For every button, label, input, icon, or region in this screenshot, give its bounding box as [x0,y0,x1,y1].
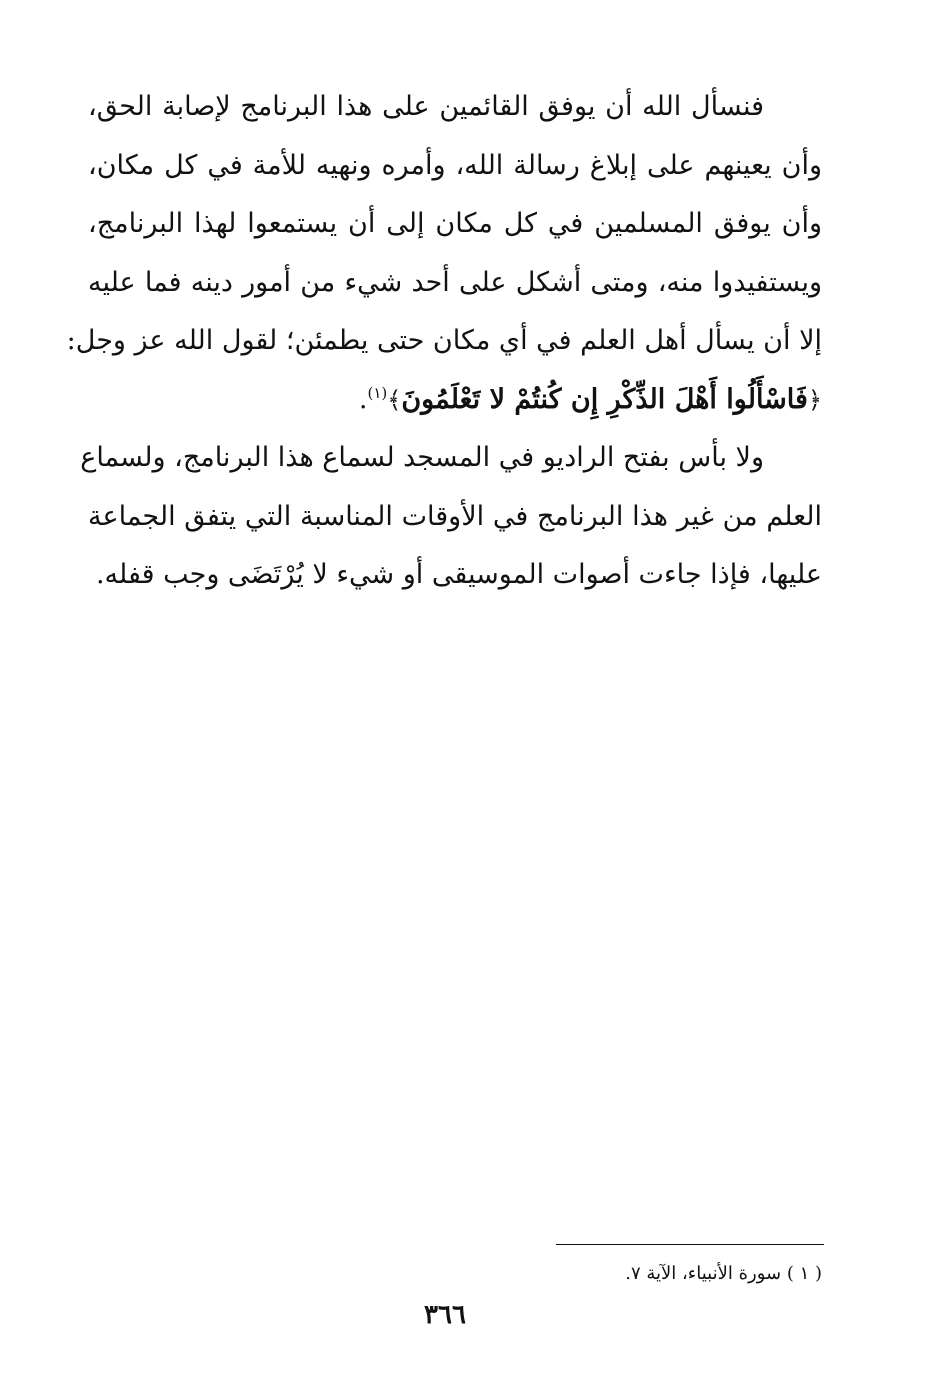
verse-text: فَاسْأَلُوا أَهْلَ الذِّكْرِ إِن كُنتُمْ لا تَعْلَمُونَ [401,383,808,415]
text-line: عليها، فإذا جاءت أصوات الموسيقى أو شيء لا يُرْتَضَى وجب قفله. [95,559,822,590]
text-line: إلا أن يسأل أهل العلم في أي مكان حتى يطمئن؛ لقول الله عز وجل: [66,325,822,356]
text-line: ولا بأس بفتح الراديو في المسجد لسماع هذا البرنامج، ولسماع [80,442,764,473]
verse-end-punctuation: . [358,383,368,415]
paragraph-2 [80,429,822,605]
quran-verse [387,384,822,415]
footnote: ( ١ ) سورة الأنبياء، الآية ٧. [625,1263,822,1284]
text-line: ويستفيدوا منه، ومتى أشكل على أحد شيء من أمور دينه فما عليه [88,266,822,298]
quran-verse-line [88,371,822,430]
body-text [66,78,822,605]
verse-open-bracket: ﴿ [807,385,822,414]
footnote-reference: (١) [367,383,388,402]
footnote-separator [556,1244,824,1245]
page-number: ٣٦٦ [424,1300,466,1330]
verse-close-bracket: ﴾ [387,385,402,414]
paragraph-1 [66,78,822,429]
text-line: وأن يعينهم على إبلاغ رسالة الله، وأمره ونهيه للأمة في كل مكان، [88,149,822,181]
text-line: فنسأل الله أن يوفق القائمين على هذا البرنامج لإصابة الحق، [88,91,764,122]
text-line: وأن يوفق المسلمين في كل مكان إلى أن يستمعوا لهذا البرنامج، [88,208,822,239]
text-line: العلم من غير هذا البرنامج في الأوقات المناسبة التي يتفق الجماعة [88,500,822,532]
